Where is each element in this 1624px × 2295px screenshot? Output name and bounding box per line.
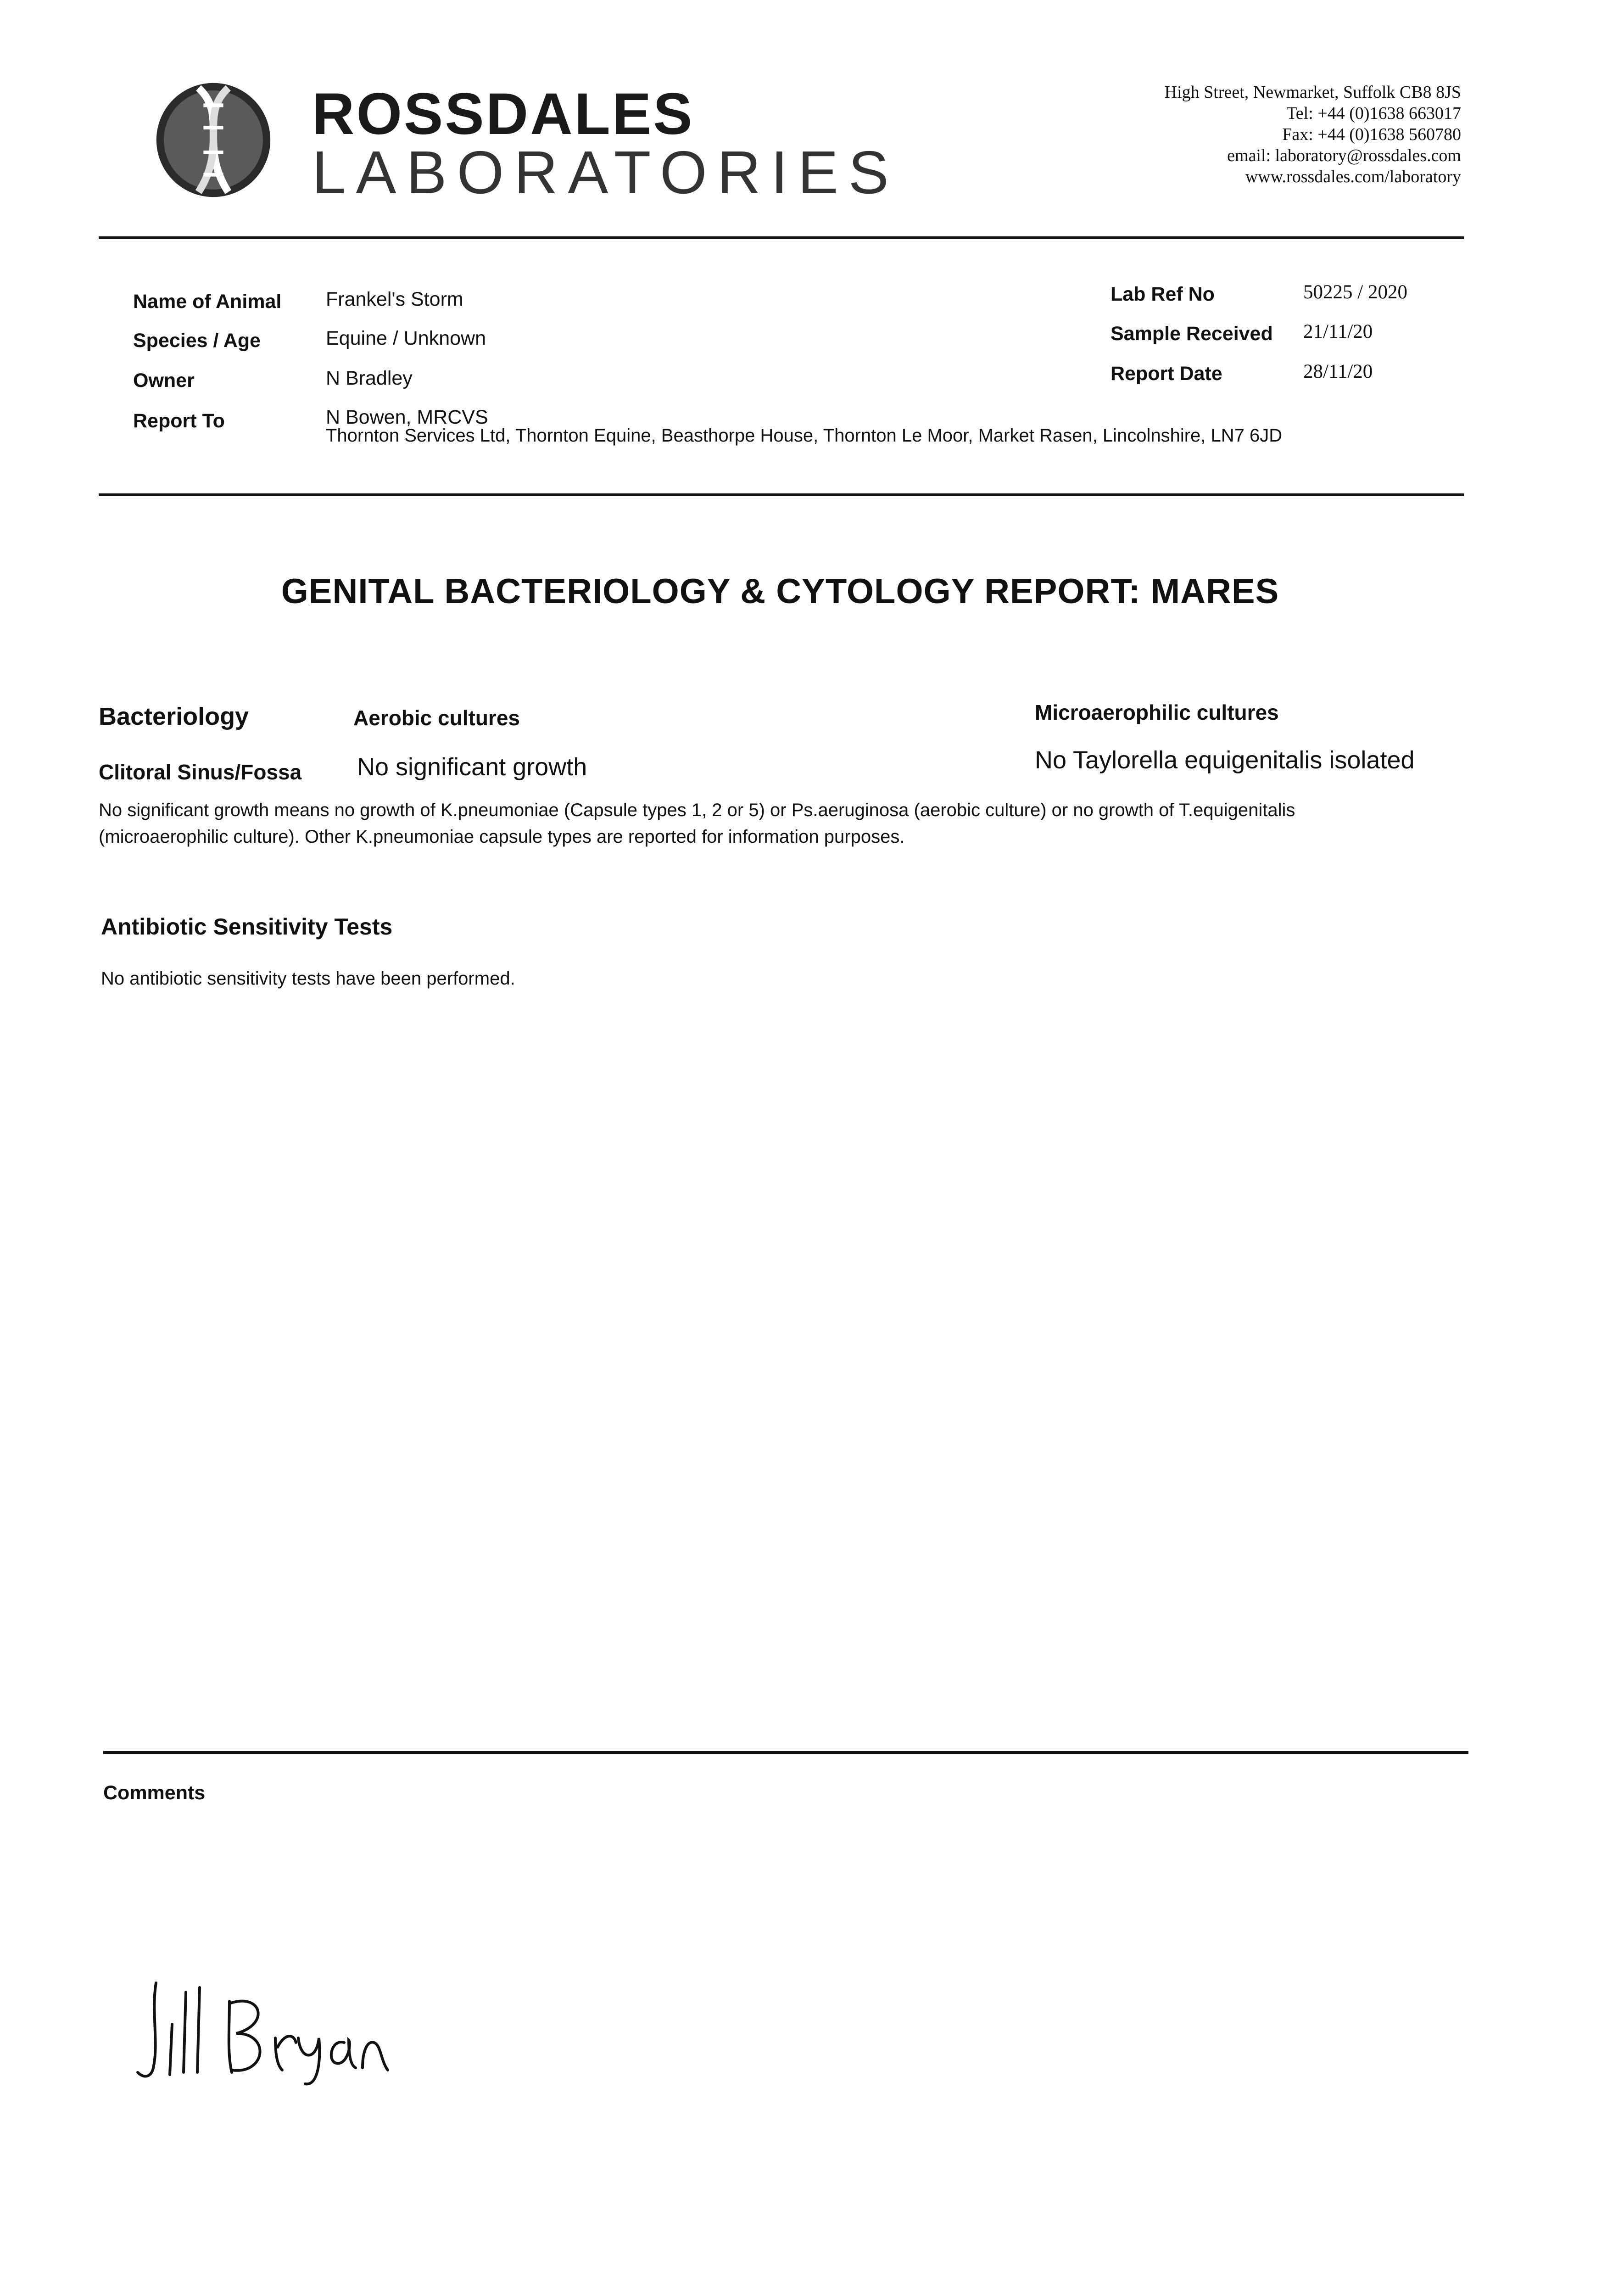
results-note-line-2: (microaerophilic culture). Other K.pneumoniae capsule types are reported for information purposes.	[99, 827, 905, 847]
microaerophilic-result: No Taylorella equigenitalis isolated	[1035, 746, 1415, 774]
owner-value: N Bradley	[326, 367, 413, 389]
report-date-value: 28/11/20	[1303, 361, 1373, 382]
lab-ref-label: Lab Ref No	[1111, 283, 1215, 305]
sensitivity-heading: Antibiotic Sensitivity Tests	[101, 914, 393, 940]
report-to-address: Thornton Services Ltd, Thornton Equine, Beasthorpe House, Thornton Le Moor, Market Rasen, Lincolnshire, LN7 6JD	[326, 425, 1283, 446]
website-line: www.rossdales.com/laboratory	[1245, 167, 1461, 186]
animal-label: Name of Animal	[133, 291, 282, 313]
fax-line: Fax: +44 (0)1638 560780	[1282, 125, 1461, 144]
comments-divider	[103, 1751, 1468, 1754]
aerobic-result: No significant growth	[357, 753, 587, 781]
lab-ref-value: 50225 / 2020	[1303, 281, 1407, 303]
details-divider	[99, 493, 1464, 496]
rossdales-logo-emblem	[151, 78, 275, 202]
email-line: email: laboratory@rossdales.com	[1227, 146, 1461, 165]
phone-line: Tel: +44 (0)1638 663017	[1286, 104, 1461, 123]
animal-value: Frankel's Storm	[326, 288, 463, 310]
report-to-name: N Bowen, MRCVS	[326, 406, 488, 428]
microaerophilic-heading: Microaerophilic cultures	[1035, 700, 1279, 724]
site-label: Clitoral Sinus/Fossa	[99, 760, 302, 784]
species-label: Species / Age	[133, 330, 261, 352]
sample-received-label: Sample Received	[1111, 323, 1273, 345]
sample-received-value: 21/11/20	[1303, 321, 1373, 342]
brand-subtitle: LABORATORIES	[312, 139, 899, 206]
report-title: GENITAL BACTERIOLOGY & CYTOLOGY REPORT: MARES	[281, 572, 1279, 611]
bacteriology-heading: Bacteriology	[99, 703, 249, 730]
species-value: Equine / Unknown	[326, 327, 486, 349]
report-to-label: Report To	[133, 410, 225, 432]
owner-label: Owner	[133, 369, 195, 392]
address-line: High Street, Newmarket, Suffolk CB8 8JS	[1164, 83, 1461, 102]
sensitivity-text: No antibiotic sensitivity tests have been performed.	[101, 968, 515, 989]
contact-block	[1165, 82, 1461, 187]
header-divider	[99, 236, 1464, 239]
aerobic-heading: Aerobic cultures	[353, 706, 520, 730]
comments-label: Comments	[103, 1782, 206, 1804]
brand-name: ROSSDALES	[312, 81, 694, 147]
signature	[124, 1974, 408, 2088]
report-date-label: Report Date	[1111, 363, 1222, 385]
results-note-line-1: No significant growth means no growth of K.pneumoniae (Capsule types 1, 2 or 5) or Ps.aeruginosa (aerobic culture) or no growth of T.equigenitalis	[99, 800, 1295, 820]
